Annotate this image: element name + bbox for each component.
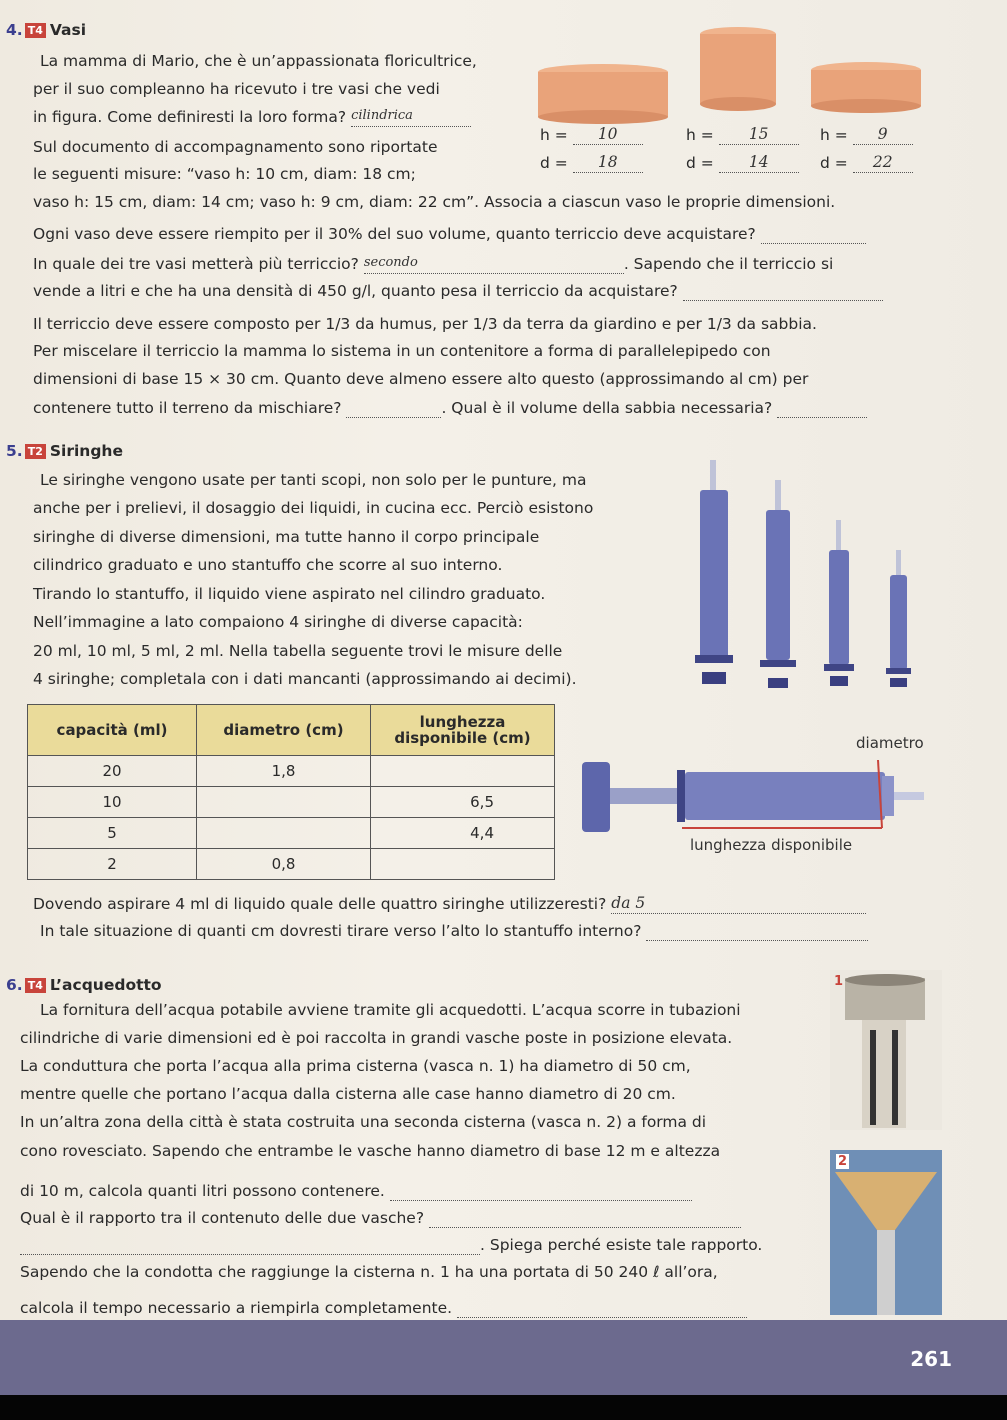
tank-2-photo (830, 1150, 942, 1315)
ex6-line (20, 1181, 692, 1201)
ex6-answer-blank[interactable] (390, 1200, 692, 1201)
vase-1-diameter-answer[interactable]: 18 (573, 152, 643, 173)
table-header-row (28, 705, 555, 756)
ex4-tag: T4 (25, 23, 46, 38)
ex4-line (33, 106, 471, 127)
ex5-tag: T2 (25, 444, 46, 459)
vase-1-height-answer[interactable]: 10 (573, 124, 643, 145)
vase-2-diameter: d = 14 (686, 152, 799, 173)
ex4-line (33, 253, 833, 274)
ex4-text: . Sapendo che il terriccio si (623, 255, 834, 273)
vase-1-diameter: d = 18 (540, 152, 643, 173)
vase-2-height: h = 15 (686, 124, 799, 145)
syringe-table (27, 704, 555, 880)
ex4-question: In quale dei tre vasi metterà più terriccio? (33, 255, 359, 273)
table-cell-blank[interactable] (371, 756, 555, 787)
ex4-question: vende a litri e che ha una densità di 450 g/l, quanto pesa il terriccio da acquistare? (33, 282, 678, 300)
syringe-5ml (824, 520, 854, 686)
ex6-number: 6. (6, 976, 23, 994)
ex6-tag: T4 (25, 978, 46, 993)
table-row (28, 756, 555, 787)
table-cell-blank[interactable] (197, 787, 371, 818)
table-cell-blank[interactable] (371, 849, 555, 880)
ex4-line: le seguenti misure: “vaso h: 10 cm, diam: 18 cm; (33, 165, 416, 183)
tank-2-number: 2 (838, 1154, 848, 1169)
ex4-line (33, 398, 867, 418)
ex4-question: in figura. Come definiresti la loro forma? (33, 108, 347, 126)
vase-1-height: h = 10 (540, 124, 643, 145)
water-tower-cone (830, 1150, 942, 1315)
vase-2-height-answer[interactable]: 15 (719, 124, 799, 145)
ex5-line: cilindrico graduato e uno stantuffo che scorre al suo interno. (33, 556, 503, 574)
tank-1-number: 1 (834, 974, 844, 989)
ex4-answer-blank[interactable] (761, 243, 866, 244)
ex4-answer-blank[interactable] (346, 417, 441, 418)
table-cell: 10 (28, 787, 197, 818)
ex4-line (33, 224, 866, 244)
syringe-10ml (760, 480, 796, 688)
syringe-20ml (695, 460, 733, 684)
ex5-title: Siringhe (49, 442, 123, 460)
ex5-line: Le siringhe vengono usate per tanti scopi, non solo per le punture, ma (40, 471, 587, 489)
page-footer (0, 1320, 1007, 1395)
ex6-title: L’acquedotto (49, 976, 162, 994)
ex4-question: . Qual è il volume della sabbia necessaria? (441, 399, 773, 417)
ex4-line: Sul documento di accompagnamento sono riportate (33, 138, 438, 156)
ex5-answer-blank[interactable] (646, 940, 868, 941)
vase-3-diameter-answer[interactable]: 22 (853, 152, 913, 173)
vase-1 (538, 64, 668, 124)
ex4-title: Vasi (49, 21, 87, 39)
ex4-number: 4. (6, 21, 23, 39)
table-cell: 0,8 (197, 849, 371, 880)
ex4-question: Ogni vaso deve essere riempito per il 30% del suo volume, quanto terriccio deve acquistare? (33, 225, 756, 243)
syringe-2ml (886, 550, 911, 687)
ex5-line: 20 ml, 10 ml, 5 ml, 2 ml. Nella tabella seguente trovi le misure delle (33, 642, 563, 660)
ex6-line (20, 1298, 747, 1318)
table-cell: 5 (28, 818, 197, 849)
ex6-heading (6, 975, 162, 995)
table-cell: 20 (28, 756, 197, 787)
vase-3-height: h = 9 (820, 124, 913, 145)
vase-2 (700, 27, 776, 111)
vase-3 (811, 62, 921, 113)
ex4-line: per il suo compleanno ha ricevuto i tre vasi che vedi (33, 80, 440, 98)
ex5-line: anche per i prelievi, il dosaggio dei liquidi, in cucina ecc. Perciò esistono (33, 499, 594, 517)
ex5-number: 5. (6, 442, 23, 460)
ex6-line (20, 1208, 741, 1228)
table-row (28, 818, 555, 849)
ex4-answer-blank[interactable] (683, 300, 883, 301)
syringes-illustration (690, 450, 930, 690)
ex4-line: La mamma di Mario, che è un’appassionata floricultrice, (40, 52, 477, 70)
vase-3-height-answer[interactable]: 9 (853, 124, 913, 145)
table-cell: 1,8 (197, 756, 371, 787)
ex6-line: mentre quelle che portano l’acqua dalla cisterna alle case hanno diametro di 20 cm. (20, 1085, 676, 1103)
vase-2-diameter-answer[interactable]: 14 (719, 152, 799, 173)
ex6-line: In un’altra zona della città è stata costruita una seconda cisterna (vasca n. 2) a forma di (20, 1113, 707, 1131)
ex6-line: cilindriche di varie dimensioni ed è poi raccolta in grandi vasche poste in posizione elevata. (20, 1029, 733, 1047)
table-cell: 4,4 (371, 818, 555, 849)
ex6-question: di 10 m, calcola quanti litri possono contenere. (20, 1182, 385, 1200)
page-number: 261 (910, 1347, 952, 1371)
water-tower-cylinder (830, 970, 942, 1130)
ex4-answer-blank[interactable] (777, 417, 867, 418)
table-header: diametro (cm) (197, 705, 371, 756)
ex4-line: Per miscelare il terriccio la mamma lo sistema in un contenitore a forma di parallelepipedo con (33, 342, 771, 360)
ex4-question: contenere tutto il terreno da mischiare? (33, 399, 342, 417)
ex4-answer-most-soil[interactable]: secondo (364, 253, 624, 274)
bottom-edge (0, 1395, 1007, 1420)
ex6-line: cono rovesciato. Sapendo che entrambe le vasche hanno diametro di base 12 m e altezza (20, 1142, 721, 1160)
ex5-line (33, 893, 866, 914)
table-row (28, 849, 555, 880)
ex5-line: 4 siringhe; completala con i dati mancanti (approssimando ai decimi). (33, 670, 577, 688)
ex5-question: Dovendo aspirare 4 ml di liquido quale delle quattro siringhe utilizzeresti? (33, 895, 607, 913)
table-row (28, 787, 555, 818)
ex6-answer-blank[interactable] (457, 1317, 747, 1318)
ex5-heading (6, 441, 123, 461)
ex4-line: Il terriccio deve essere composto per 1/3 da humus, per 1/3 da terra da giardino e per 1/3 da sabbia. (33, 315, 817, 333)
ex6-line: Sapendo che la condotta che raggiunge la cisterna n. 1 ha una portata di 50 240 ℓ all’ora, (20, 1263, 718, 1281)
ex4-heading (6, 20, 86, 40)
available-length-label: lunghezza disponibile (690, 836, 853, 854)
diameter-label: diametro (856, 734, 924, 752)
ex6-question: calcola il tempo necessario a riempirla completamente. (20, 1299, 453, 1317)
ex6-answer-blank[interactable] (20, 1254, 480, 1255)
table-cell: 6,5 (371, 787, 555, 818)
ex4-line (33, 281, 883, 301)
table-cell: 2 (28, 849, 197, 880)
syringe-diagram (582, 750, 942, 835)
ex5-answer-syringe[interactable]: da 5 (611, 893, 866, 914)
ex5-line: siringhe di diverse dimensioni, ma tutte hanno il corpo principale (33, 528, 540, 546)
ex6-question: . Spiega perché esiste tale rapporto. (480, 1236, 763, 1254)
vase-3-diameter: d = 22 (820, 152, 913, 173)
ex4-answer-shape[interactable]: cilindrica (351, 106, 471, 127)
ex5-line: Tirando lo stantuffo, il liquido viene aspirato nel cilindro graduato. (33, 585, 546, 603)
ex4-line: vaso h: 15 cm, diam: 14 cm; vaso h: 9 cm, diam: 22 cm”. Associa a ciascun vaso le proprie dimensioni. (33, 193, 836, 211)
table-cell-blank[interactable] (197, 818, 371, 849)
tank-1-photo (830, 970, 942, 1130)
ex4-line: dimensioni di base 15 × 30 cm. Quanto deve almeno essere alto questo (approssimando al cm) per (33, 370, 809, 388)
ex5-line: Nell’immagine a lato compaiono 4 siringhe di diverse capacità: (33, 613, 523, 631)
vases-illustration (528, 20, 928, 125)
ex6-line: La fornitura dell’acqua potabile avviene tramite gli acquedotti. L’acqua scorre in tubazioni (40, 1001, 741, 1019)
ex6-question: Qual è il rapporto tra il contenuto delle due vasche? (20, 1209, 425, 1227)
table-header: lunghezza disponibile (cm) (371, 705, 555, 756)
table-header: capacità (ml) (28, 705, 197, 756)
ex6-answer-blank[interactable] (429, 1227, 741, 1228)
ex6-line (20, 1235, 762, 1255)
ex5-question: In tale situazione di quanti cm dovresti tirare verso l’alto lo stantuffo interno? (40, 922, 642, 940)
ex5-line (40, 921, 868, 941)
ex6-line: La conduttura che porta l’acqua alla prima cisterna (vasca n. 1) ha diametro di 50 cm, (20, 1057, 691, 1075)
